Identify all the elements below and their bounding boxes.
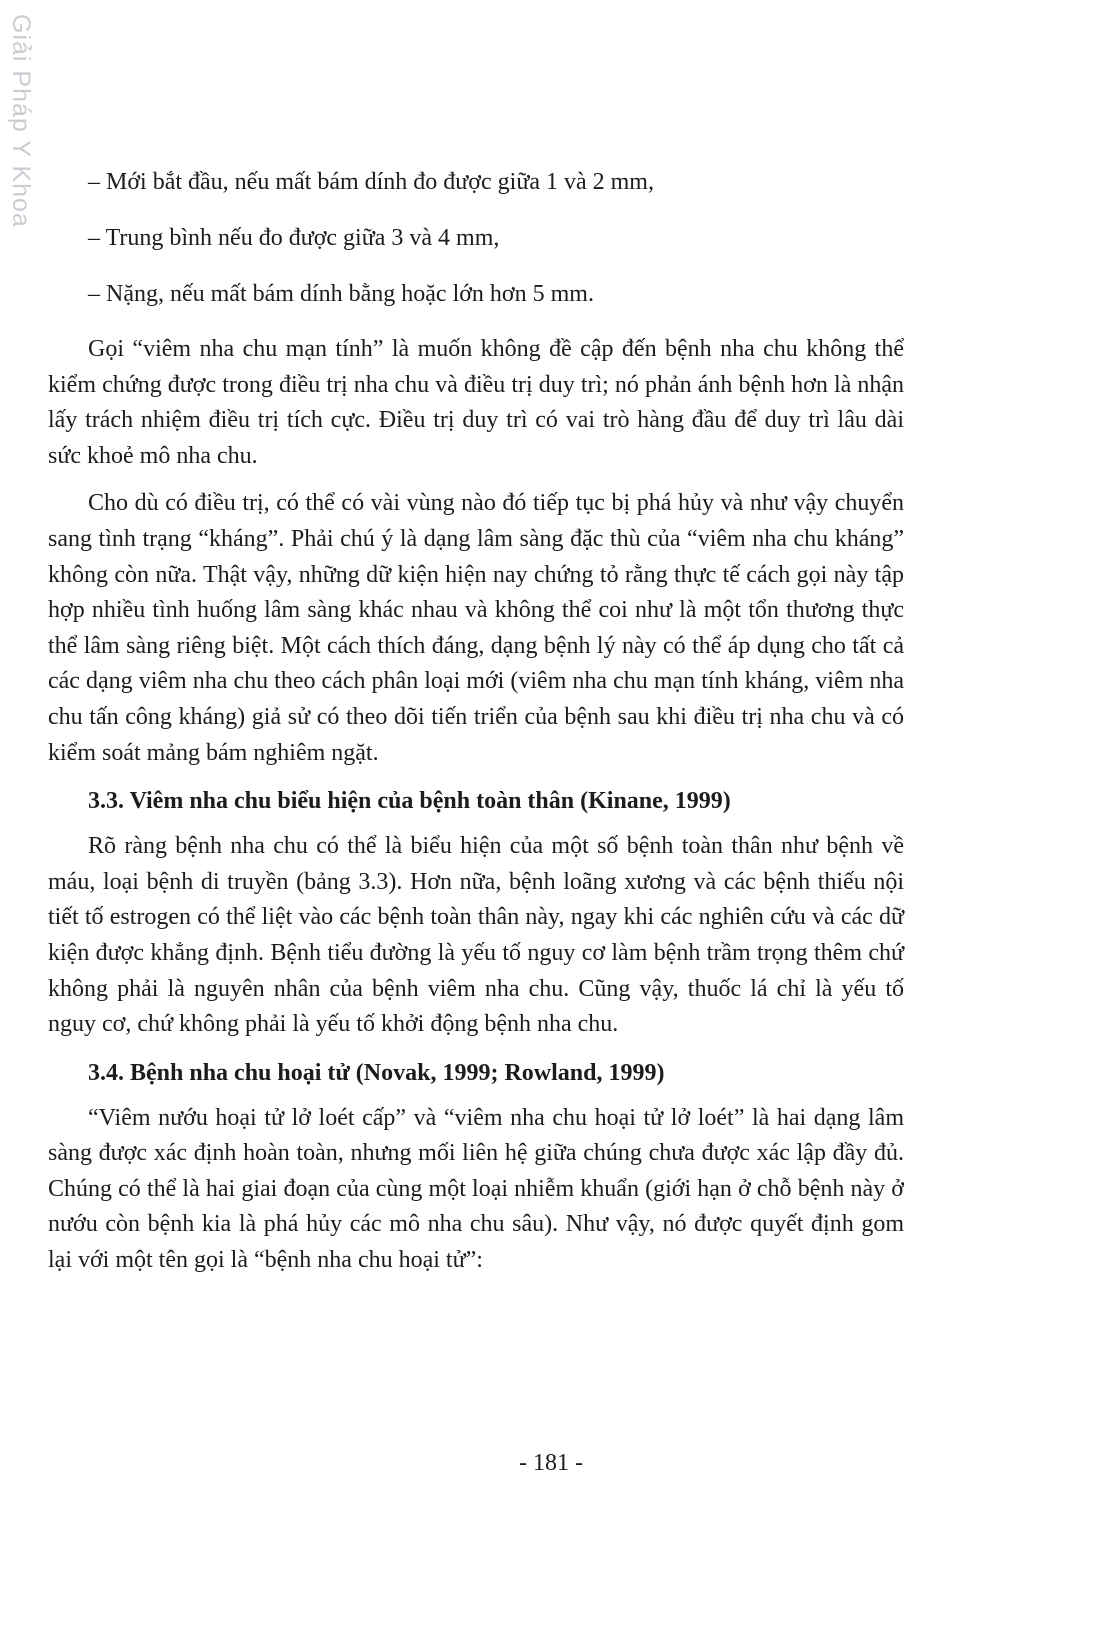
- page-body: [48, 164, 904, 1291]
- paragraph-refractory: Cho dù có điều trị, có thể có vài vùng nào đó tiếp tục bị phá hủy và như vậy chuyển sang tình trạng “kháng”. Phải chú ý là dạng lâm sàng đặc thù của “viêm nha chu kháng” không còn nữa. Thật vậy, những dữ kiện hiện nay chứng tỏ rằng thực tế cách gọi này tập hợp nhiều tình huống lâm sàng khác nhau và không thể coi như là một tổn thương thực thể lâm sàng riêng biệt. Một cách thích đáng, dạng bệnh lý này có thể áp dụng cho tất cả các dạng viêm nha chu theo cách phân loại mới (viêm nha chu mạn tính kháng, viêm nha chu tấn công kháng) giả sử có theo dõi tiến triển của bệnh sau khi điều trị nha chu và có kiểm soát mảng bám nghiêm ngặt.: [48, 490, 904, 766]
- paragraph-chronic-periodontitis: Gọi “viêm nha chu mạn tính” là muốn không đề cập đến bệnh nha chu không thể kiểm chứng được trong điều trị nha chu và điều trị duy trì; nó phản ánh bệnh hơn là nhận lấy trách nhiệm điều trị tích cực. Điều trị duy trì có vai trò hàng đầu để duy trì lâu dài sức khoẻ mô nha chu.: [48, 336, 904, 469]
- section-heading-3-4: 3.4. Bệnh nha chu hoại tử (Novak, 1999; Rowland, 1999): [88, 1059, 665, 1086]
- bullet-item-severe: – Nặng, nếu mất bám dính bằng hoặc lớn hơn 5 mm.: [88, 281, 594, 307]
- paragraph-systemic-disease: Rõ ràng bệnh nha chu có thể là biểu hiện của một số bệnh toàn thân như bệnh về máu, loại bệnh di truyền (bảng 3.3). Hơn nữa, bệnh loãng xương và các bệnh thiếu nội tiết tố estrogen có thể liệt vào các bệnh toàn thân này, ngay khi các nghiên cứu và các dữ kiện được khẳng định. Bệnh tiểu đường là yếu tố nguy cơ làm bệnh trầm trọng thêm chứ không phải là nguyên nhân của bệnh viêm nha chu. Cũng vậy, thuốc lá chỉ là yếu tố nguy cơ, chứ không phải là yếu tố khởi động bệnh nha chu.: [48, 833, 904, 1038]
- paragraph-necrotizing: “Viêm nướu hoại tử lở loét cấp” và “viêm nha chu hoại tử lở loét” là hai dạng lâm sàng được xác định hoàn toàn, nhưng mối liên hệ giữa chúng chưa được xác lập đầy đủ. Chúng có thể là hai giai đoạn của cùng một loại nhiễm khuẩn (giới hạn ở chỗ bệnh này ở nướu còn bệnh kia là phá hủy các mô nha chu sâu). Như vậy, nó được quyết định gom lại với một tên gọi là “bệnh nha chu hoại tử”:: [48, 1104, 904, 1274]
- section-heading-3-3: 3.3. Viêm nha chu biểu hiện của bệnh toàn thân (Kinane, 1999): [88, 788, 731, 815]
- bullet-item-moderate: – Trung bình nếu đo được giữa 3 và 4 mm,: [88, 225, 500, 251]
- page-number: - 181 -: [519, 1450, 583, 1476]
- bullet-item-early: – Mới bắt đầu, nếu mất bám dính đo được giữa 1 và 2 mm,: [88, 169, 654, 195]
- watermark: Giải Pháp Y Khoa: [7, 14, 35, 228]
